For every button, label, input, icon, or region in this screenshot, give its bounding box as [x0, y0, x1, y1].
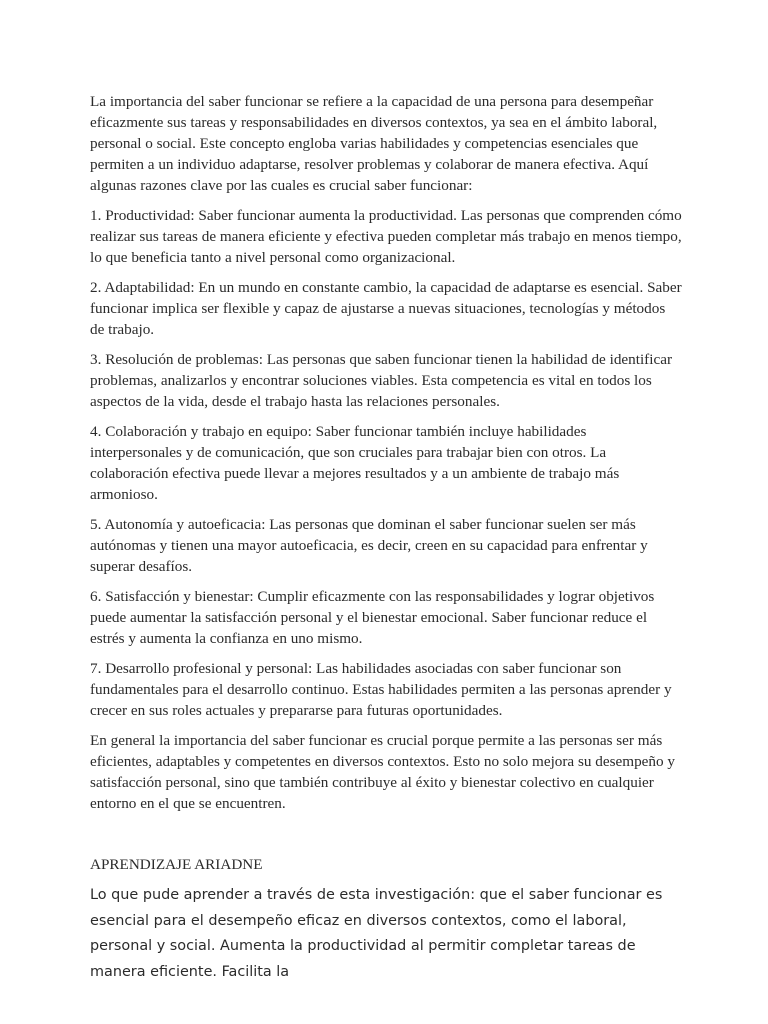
point-satisfaccion: 6. Satisfacción y bienestar: Cumplir eficazmente con las responsabilidades y lograr objetivos puede aumentar la satisfacción personal y el bienestar emocional. Saber funcionar reduce el estrés y aumenta la confianza en uno mismo.: [90, 587, 655, 647]
point-productividad: 1. Productividad: Saber funcionar aumenta la productividad. Las personas que comprenden cómo realizar sus tareas de manera eficiente y efectiva pueden completar más trabajo en menos tiempo, lo que beneficia tanto a nivel personal como organizacional.: [90, 206, 682, 266]
intro-paragraph: La importancia del saber funcionar se refiere a la capacidad de una persona para desempeñar eficazmente sus tareas y responsabilidades en diversos contextos, ya sea en el ámbito laboral, personal o social. Este concepto engloba varias habilidades y competencias esenciales que permiten a un individuo adaptarse, resolver problemas y colaborar de manera efectiva. Aquí algunas razones clave por las cuales es crucial saber funcionar:: [90, 93, 658, 194]
section-paragraph: Lo que pude aprender a través de esta investigación: que el saber funcionar es esencial para el desempeño eficaz en diversos contextos, como el laboral, personal y social. Aumenta la productividad al permitir completar tareas de manera eficiente. Facilita la: [90, 887, 663, 980]
point-adaptabilidad: 2. Adaptabilidad: En un mundo en constante cambio, la capacidad de adaptarse es esencial. Saber funcionar implica ser flexible y capaz de ajustarse a nuevas situaciones, tecnologías y métodos de trabajo.: [90, 278, 682, 338]
point-desarrollo: 7. Desarrollo profesional y personal: Las habilidades asociadas con saber funcionar son fundamentales para el desarrollo continuo. Estas habilidades permiten a las personas aprender y crecer en sus roles actuales y prepararse para futuras oportunidades.: [90, 659, 672, 719]
point-colaboracion: 4. Colaboración y trabajo en equipo: Saber funcionar también incluye habilidades interpersonales y de comunicación, que son cruciales para trabajar bien con otros. La colaboración efectiva puede llevar a mejores resultados y a un ambiente de trabajo más armonioso.: [90, 422, 620, 503]
conclusion-paragraph: En general la importancia del saber funcionar es crucial porque permite a las personas ser más eficientes, adaptables y competentes en diversos contextos. Esto no solo mejora su desempeño y satisfacción personal, sino que también contribuye al éxito y bienestar colectivo en cualquier entorno en el que se encuentren.: [90, 731, 675, 812]
point-autonomia: 5. Autonomía y autoeficacia: Las personas que dominan el saber funcionar suelen ser más autónomas y tienen una mayor autoeficacia, es decir, creen en su capacidad para enfrentar y superar desafíos.: [90, 515, 648, 575]
point-resolucion-problemas: 3. Resolución de problemas: Las personas que saben funcionar tienen la habilidad de identificar problemas, analizarlos y encontrar soluciones viables. Esta competencia es vital en todos los aspectos de la vida, desde el trabajo hasta las relaciones personales.: [90, 350, 672, 410]
document-body: [90, 92, 682, 985]
section-heading: APRENDIZAJE ARIADNE: [90, 856, 263, 874]
